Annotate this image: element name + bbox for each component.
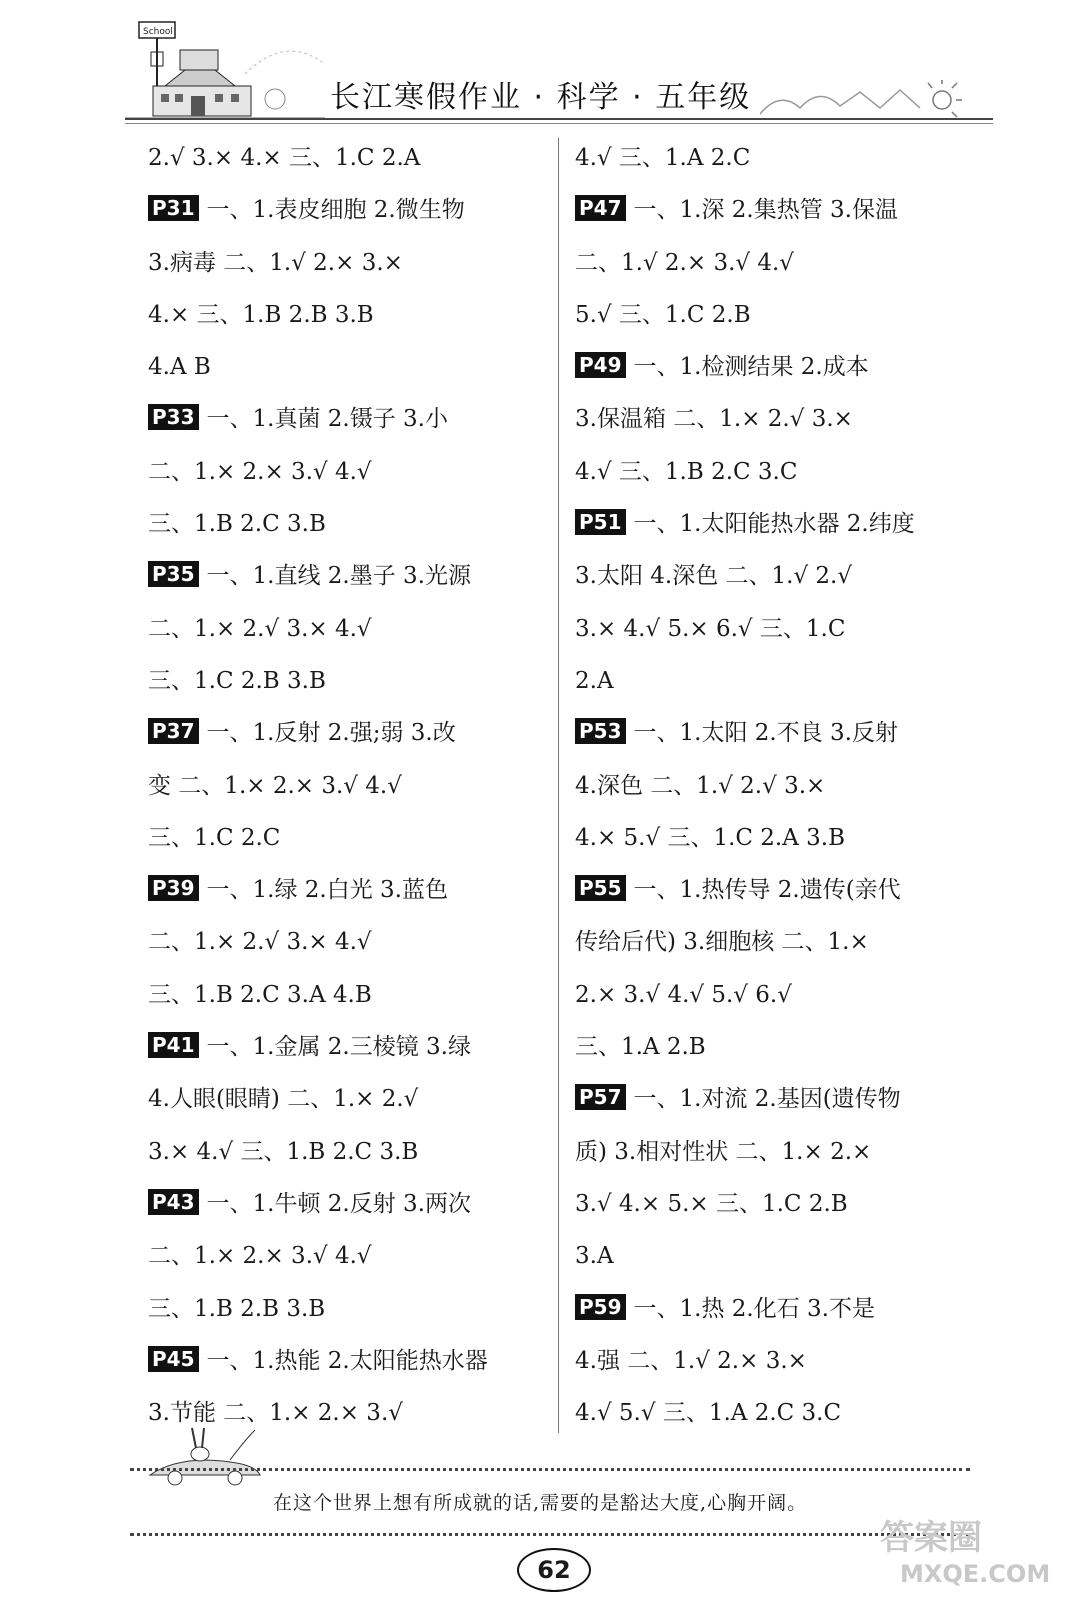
header-title: 长江寒假作业 · 科学 · 五年级 xyxy=(330,80,752,115)
answer-line xyxy=(148,550,543,602)
page-tag: P33 xyxy=(148,404,199,430)
answer-text: 4.√ 三、1.A 2.C xyxy=(575,145,751,171)
answer-text: 二、1.× 2.× 3.√ 4.√ xyxy=(148,458,372,485)
answer-text: 质) 3.相对性状 二、1.× 2.× xyxy=(575,1138,872,1165)
answer-text: 2.× 3.√ 4.√ 5.√ 6.√ xyxy=(575,981,792,1008)
answer-text: 二、1.× 2.√ 3.× 4.√ xyxy=(148,615,372,642)
answer-text: 三、1.B 2.B 3.B xyxy=(148,1295,326,1322)
answer-text: 二、1.√ 2.× 3.√ 4.√ xyxy=(575,249,794,276)
page-tag: P59 xyxy=(575,1294,626,1320)
answer-line xyxy=(575,1283,995,1335)
answer-line xyxy=(575,812,995,864)
column-divider xyxy=(558,138,559,1433)
answer-text: 三、1.C 2.C xyxy=(148,824,281,851)
answer-line xyxy=(575,655,995,707)
header-rule-thin xyxy=(125,123,993,124)
answer-text: 2.A xyxy=(575,667,614,694)
answer-line xyxy=(148,289,543,341)
answer-text: 一、1.热传导 2.遗传(亲代 xyxy=(633,877,901,904)
answer-line xyxy=(575,1230,995,1282)
answer-line xyxy=(575,132,995,184)
answer-line xyxy=(148,760,543,812)
answer-text: 三、1.C 2.B 3.B xyxy=(148,667,326,694)
answers-left-column xyxy=(148,132,543,1439)
answer-text: 5.√ 三、1.C 2.B xyxy=(575,301,751,328)
answer-line xyxy=(148,812,543,864)
answer-line xyxy=(148,237,543,289)
page-header xyxy=(0,0,1083,130)
answer-line xyxy=(575,341,995,393)
answer-text: 4.深色 二、1.√ 2.√ 3.× xyxy=(575,772,826,799)
answer-line xyxy=(575,498,995,550)
watermark-logo: 答案圈 xyxy=(880,1518,982,1558)
answer-line xyxy=(575,1335,995,1387)
answer-text: 一、1.真菌 2.镊子 3.小 xyxy=(206,406,448,433)
answer-line xyxy=(575,289,995,341)
page-footer xyxy=(0,1420,1083,1600)
answer-text: 4.A B xyxy=(148,354,211,381)
answer-line xyxy=(575,707,995,759)
answer-line xyxy=(148,1230,543,1282)
answer-text: 一、1.热 2.化石 3.不是 xyxy=(633,1295,875,1322)
answer-text: 一、1.太阳 2.不良 3.反射 xyxy=(633,720,898,747)
answer-line xyxy=(148,1126,543,1178)
answer-line xyxy=(148,393,543,445)
answer-line xyxy=(575,184,995,236)
answer-line xyxy=(575,1178,995,1230)
answer-line xyxy=(148,707,543,759)
answer-text: 一、1.牛顿 2.反射 3.两次 xyxy=(206,1190,471,1217)
page-tag: P53 xyxy=(575,718,626,744)
answer-text: 一、1.直线 2.墨子 3.光源 xyxy=(206,563,471,590)
page-number: 62 xyxy=(517,1548,591,1592)
header-rule xyxy=(125,118,993,120)
answer-line xyxy=(575,446,995,498)
answer-line xyxy=(148,603,543,655)
page-tag: P49 xyxy=(575,352,626,378)
answer-line xyxy=(575,1073,995,1125)
answer-text: 4.强 二、1.√ 2.× 3.× xyxy=(575,1347,807,1374)
answer-line xyxy=(575,603,995,655)
page-tag: P55 xyxy=(575,875,626,901)
answer-line xyxy=(148,184,543,236)
answer-text: 传给后代) 3.细胞核 二、1.× xyxy=(575,929,869,956)
answer-text: 一、1.金属 2.三棱镜 3.绿 xyxy=(206,1034,471,1061)
answer-line xyxy=(148,655,543,707)
school-sign-text: School xyxy=(143,27,173,37)
answer-text: 4.× 三、1.B 2.B 3.B xyxy=(148,301,374,328)
answer-text: 3.太阳 4.深色 二、1.√ 2.√ xyxy=(575,563,853,590)
answer-line xyxy=(575,1021,995,1073)
answer-line xyxy=(148,1283,543,1335)
answer-text: 三、1.B 2.C 3.A 4.B xyxy=(148,981,372,1008)
answer-text: 一、1.反射 2.强;弱 3.改 xyxy=(206,720,456,747)
answer-text: 3.病毒 二、1.√ 2.× 3.× xyxy=(148,249,403,276)
answer-line xyxy=(148,1021,543,1073)
answer-line xyxy=(148,1178,543,1230)
page-tag: P41 xyxy=(148,1032,199,1058)
answer-text: 4.√ 三、1.B 2.C 3.C xyxy=(575,458,798,485)
answer-line xyxy=(148,864,543,916)
answer-text: 4.√ 5.√ 三、1.A 2.C 3.C xyxy=(575,1400,842,1427)
answer-text: 3.保温箱 二、1.× 2.√ 3.× xyxy=(575,406,853,433)
answer-text: 3.节能 二、1.× 2.× 3.√ xyxy=(148,1400,403,1427)
answer-line xyxy=(148,969,543,1021)
answer-text: 一、1.深 2.集热管 3.保温 xyxy=(633,197,898,224)
school-illustration xyxy=(125,14,325,124)
answer-text: 一、1.对流 2.基因(遗传物 xyxy=(633,1086,901,1113)
answer-text: 一、1.绿 2.白光 3.蓝色 xyxy=(206,877,448,904)
answer-text: 2.√ 3.× 4.× 三、1.C 2.A xyxy=(148,145,421,171)
footer-quote: 在这个世界上想有所成就的话,需要的是豁达大度,心胸开阔。 xyxy=(273,1492,808,1514)
answer-line xyxy=(575,760,995,812)
answer-text: 3.× 4.√ 三、1.B 2.C 3.B xyxy=(148,1138,419,1165)
answer-text: 一、1.太阳能热水器 2.纬度 xyxy=(633,511,915,538)
answer-line xyxy=(148,1073,543,1125)
answer-line xyxy=(148,341,543,393)
answer-text: 3.× 4.√ 5.× 6.√ 三、1.C xyxy=(575,615,846,642)
answer-line xyxy=(575,393,995,445)
answer-text: 三、1.B 2.C 3.B xyxy=(148,511,326,538)
answer-text: 二、1.× 2.× 3.√ 4.√ xyxy=(148,1243,372,1270)
answers-right-column xyxy=(575,132,995,1439)
page-tag: P51 xyxy=(575,509,626,535)
watermark-url: MXQE.COM xyxy=(900,1560,1051,1588)
answer-line xyxy=(148,916,543,968)
answer-line xyxy=(575,916,995,968)
answer-line xyxy=(575,864,995,916)
answer-text: 一、1.表皮细胞 2.微生物 xyxy=(206,197,465,224)
answer-line xyxy=(148,132,543,184)
hills-decoration xyxy=(760,78,990,118)
answer-line xyxy=(575,550,995,602)
answer-line xyxy=(148,1335,543,1387)
page-tag: P31 xyxy=(148,195,199,221)
answer-text: 变 二、1.× 2.× 3.√ 4.√ xyxy=(148,772,402,799)
answer-line xyxy=(148,446,543,498)
page-tag: P57 xyxy=(575,1084,626,1110)
answer-text: 一、1.检测结果 2.成本 xyxy=(633,354,869,381)
answer-line xyxy=(148,498,543,550)
answer-text: 二、1.× 2.√ 3.× 4.√ xyxy=(148,929,372,956)
page-tag: P39 xyxy=(148,875,199,901)
page-tag: P35 xyxy=(148,561,199,587)
answer-line xyxy=(575,237,995,289)
answer-text: 4.人眼(眼睛) 二、1.× 2.√ xyxy=(148,1086,419,1113)
page-tag: P47 xyxy=(575,195,626,221)
page-tag: P43 xyxy=(148,1189,199,1215)
answer-line xyxy=(575,1126,995,1178)
answer-text: 4.× 5.√ 三、1.C 2.A 3.B xyxy=(575,824,846,851)
page-tag: P45 xyxy=(148,1346,199,1372)
answer-text: 三、1.A 2.B xyxy=(575,1034,706,1061)
answer-text: 一、1.热能 2.太阳能热水器 xyxy=(206,1347,488,1374)
answer-text: 3.√ 4.× 5.× 三、1.C 2.B xyxy=(575,1190,848,1217)
answer-text: 3.A xyxy=(575,1243,614,1270)
answer-line xyxy=(575,969,995,1021)
page-tag: P37 xyxy=(148,718,199,744)
